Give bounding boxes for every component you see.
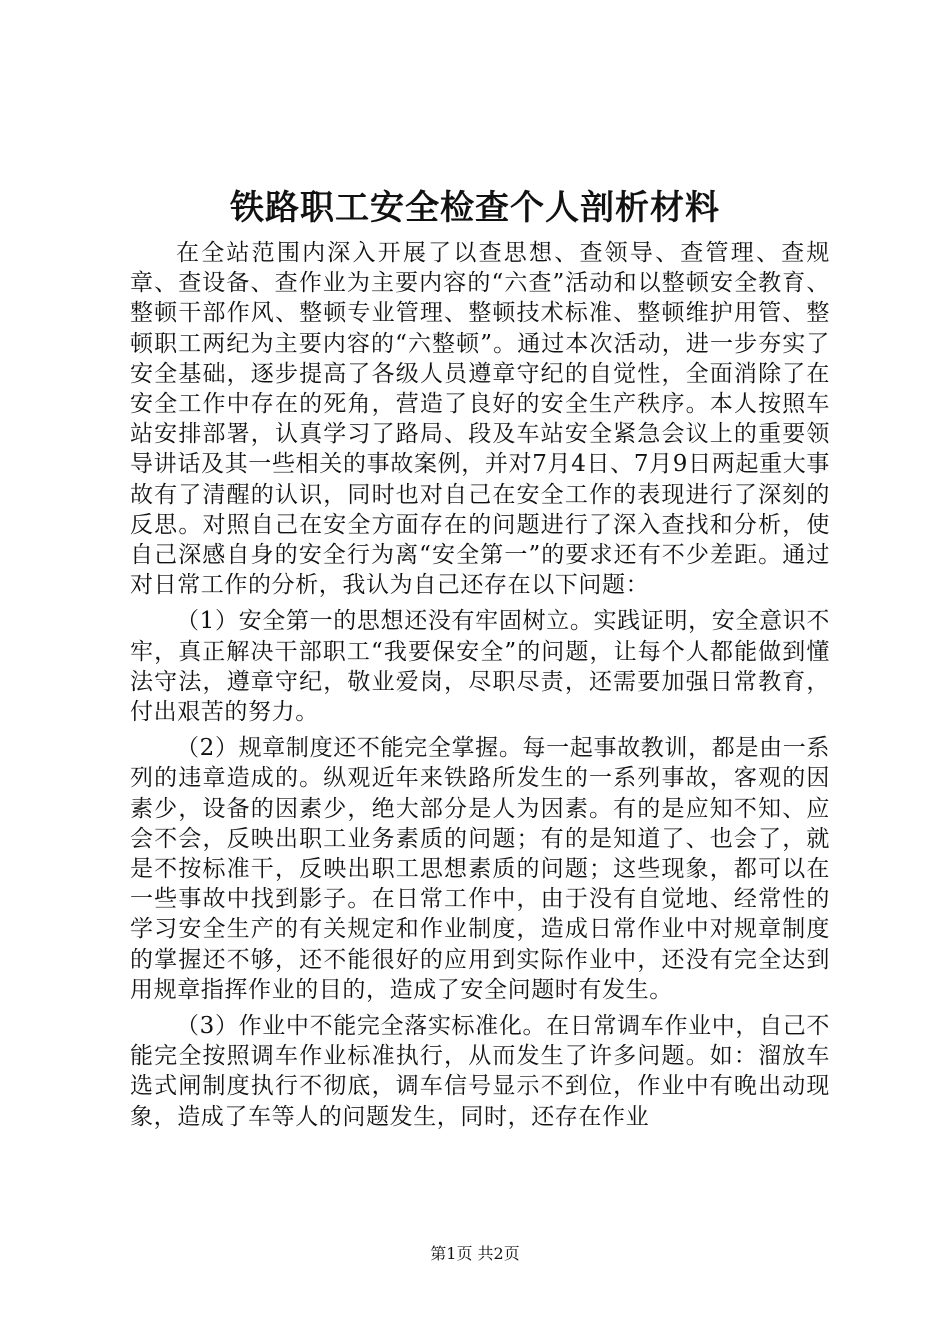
paragraph-issue-2: （2）规章制度还不能完全掌握。每一起事故教训，都是由一系列的违章造成的。纵观近年来铁路所发生的一系列事故，客观的因素少，设备的因素少，绝大部分是人为因素。有的是应知不知、应会不会，反映出职工业务素质的问题；有的是知道了、也会了，就是不按标准干，反映出职工思想素质的问题；这些现象，都可以在一些事故中找到影子。在日常工作中，由于没有自觉地、经常性的学习安全生产的有关规定和作业制度，造成日常作业中对规章制度的掌握还不够，还不能很好的应用到实际作业中，还没有完全达到用规章指挥作业的目的，造成了安全问题时有发生。 <box>130 735 830 1003</box>
paragraph-issue-3: （3）作业中不能完全落实标准化。在日常调车作业中，自己不能完全按照调车作业标准执行，从而发生了许多问题。如：溜放车选式闸制度执行不彻底，调车信号显示不到位，作业中有晚出动现象，造成了车等人的问题发生，同时，还存在作业 <box>130 1013 830 1130</box>
paragraph-intro: 在全站范围内深入开展了以查思想、查领导、查管理、查规章、查设备、查作业为主要内容的“六查”活动和以整顿安全教育、整顿干部作风、整顿专业管理、整顿技术标准、整顿维护用管、整顿职工两纪为主要内容的“六整顿”。通过本次活动，进一步夯实了安全基础，逐步提高了各级人员遵章守纪的自觉性，全面消除了在安全工作中存在的死角，营造了良好的安全生产秩序。本人按照车站安排部署，认真学习了路局、段及车站安全紧急会议上的重要领导讲话及其一些相关的事故案例，并对7月4日、7月9日两起重大事故有了清醒的认识，同时也对自己在安全工作的表现进行了深刻的反思。对照自己在安全方面存在的问题进行了深入查找和分析，使自己深感自身的安全行为离“安全第一”的要求还有不少差距。通过对日常工作的分析，我认为自己还存在以下问题： <box>130 240 830 599</box>
page-footer: 第1页 共2页 <box>430 1244 520 1263</box>
paragraph-issue-1: （1）安全第一的思想还没有牢固树立。实践证明，安全意识不牢，真正解决干部职工“我要保安全”的问题，让每个人都能做到懂法守法，遵章守纪，敬业爱岗，尽职尽责，还需要加强日常教育，付出艰苦的努力。 <box>130 608 830 726</box>
document-title: 铁路职工安全检查个人剖析材料 <box>230 188 720 228</box>
document-body <box>130 238 830 1138</box>
